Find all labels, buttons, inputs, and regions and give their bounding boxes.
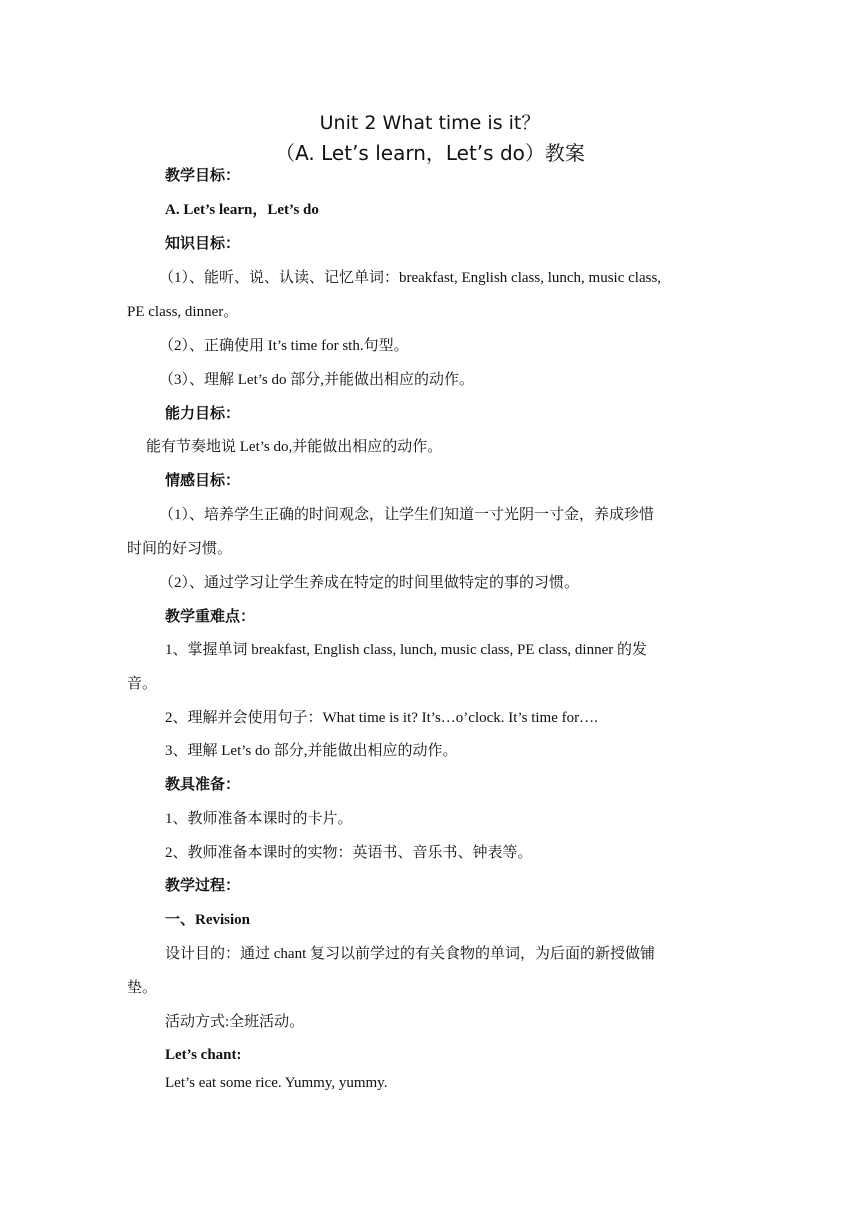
ability-heading: 能力目标： — [165, 406, 241, 422]
design-purpose-line1: 设计目的：通过 chant 复习以前学过的有关食物的单词，为后面的新授做铺 — [165, 946, 655, 962]
document-subtitle: （A. Let’s learn，Let’s do）教案 — [275, 141, 585, 165]
design-purpose-line2: 垫。 — [127, 980, 158, 996]
knowledge-heading: 知识目标： — [165, 236, 241, 252]
knowledge-item-1-line2: PE class, dinner。 — [127, 304, 239, 320]
objectives-heading: 教学目标： — [165, 168, 241, 184]
materials-item-2: 2、教师准备本课时的实物：英语书、音乐书、钟表等。 — [165, 845, 533, 861]
key-point-2: 2、理解并会使用句子：What time is it? It’s…o’clock. It’s time for…. — [165, 710, 598, 726]
knowledge-item-2: （2）、正确使用 It’s time for sth.句型。 — [159, 338, 409, 354]
chant-heading: Let’s chant: — [165, 1047, 242, 1063]
emotion-item-1-line2: 时间的好习惯。 — [127, 541, 233, 557]
materials-item-1: 1、教师准备本课时的卡片。 — [165, 811, 353, 827]
knowledge-item-3: （3）、理解 Let’s do 部分,并能做出相应的动作。 — [159, 372, 474, 388]
key-point-1-line2: 音。 — [127, 676, 158, 692]
ability-text: 能有节奏地说 Let’s do,并能做出相应的动作。 — [146, 439, 443, 455]
process-heading: 教学过程： — [165, 878, 241, 894]
emotion-item-2: （2）、通过学习让学生养成在特定的时间里做特定的事的习惯。 — [159, 575, 580, 591]
key-point-1-line1: 1、掌握单词 breakfast, English class, lunch, music class, PE class, dinner 的发 — [165, 642, 648, 658]
document-title: Unit 2 What time is it？ — [319, 112, 541, 134]
chant-line: Let’s eat some rice. Yummy, yummy. — [165, 1075, 388, 1091]
section-a-heading: A. Let’s learn，Let’s do — [165, 202, 319, 218]
key-point-3: 3、理解 Let’s do 部分,并能做出相应的动作。 — [165, 743, 458, 759]
key-points-heading: 教学重难点： — [165, 609, 256, 625]
emotion-item-1-line1: （1）、培养学生正确的时间观念，让学生们知道一寸光阴一寸金，养成珍惜 — [159, 507, 655, 523]
activity-text: 活动方式:全班活动。 — [165, 1014, 305, 1030]
emotion-heading: 情感目标： — [165, 473, 241, 489]
revision-heading: 一、Revision — [165, 912, 251, 928]
knowledge-item-1-line1: （1）、能听、说、认读、记忆单词：breakfast, English class, lunch, music class, — [159, 270, 662, 286]
materials-heading: 教具准备： — [165, 777, 241, 793]
